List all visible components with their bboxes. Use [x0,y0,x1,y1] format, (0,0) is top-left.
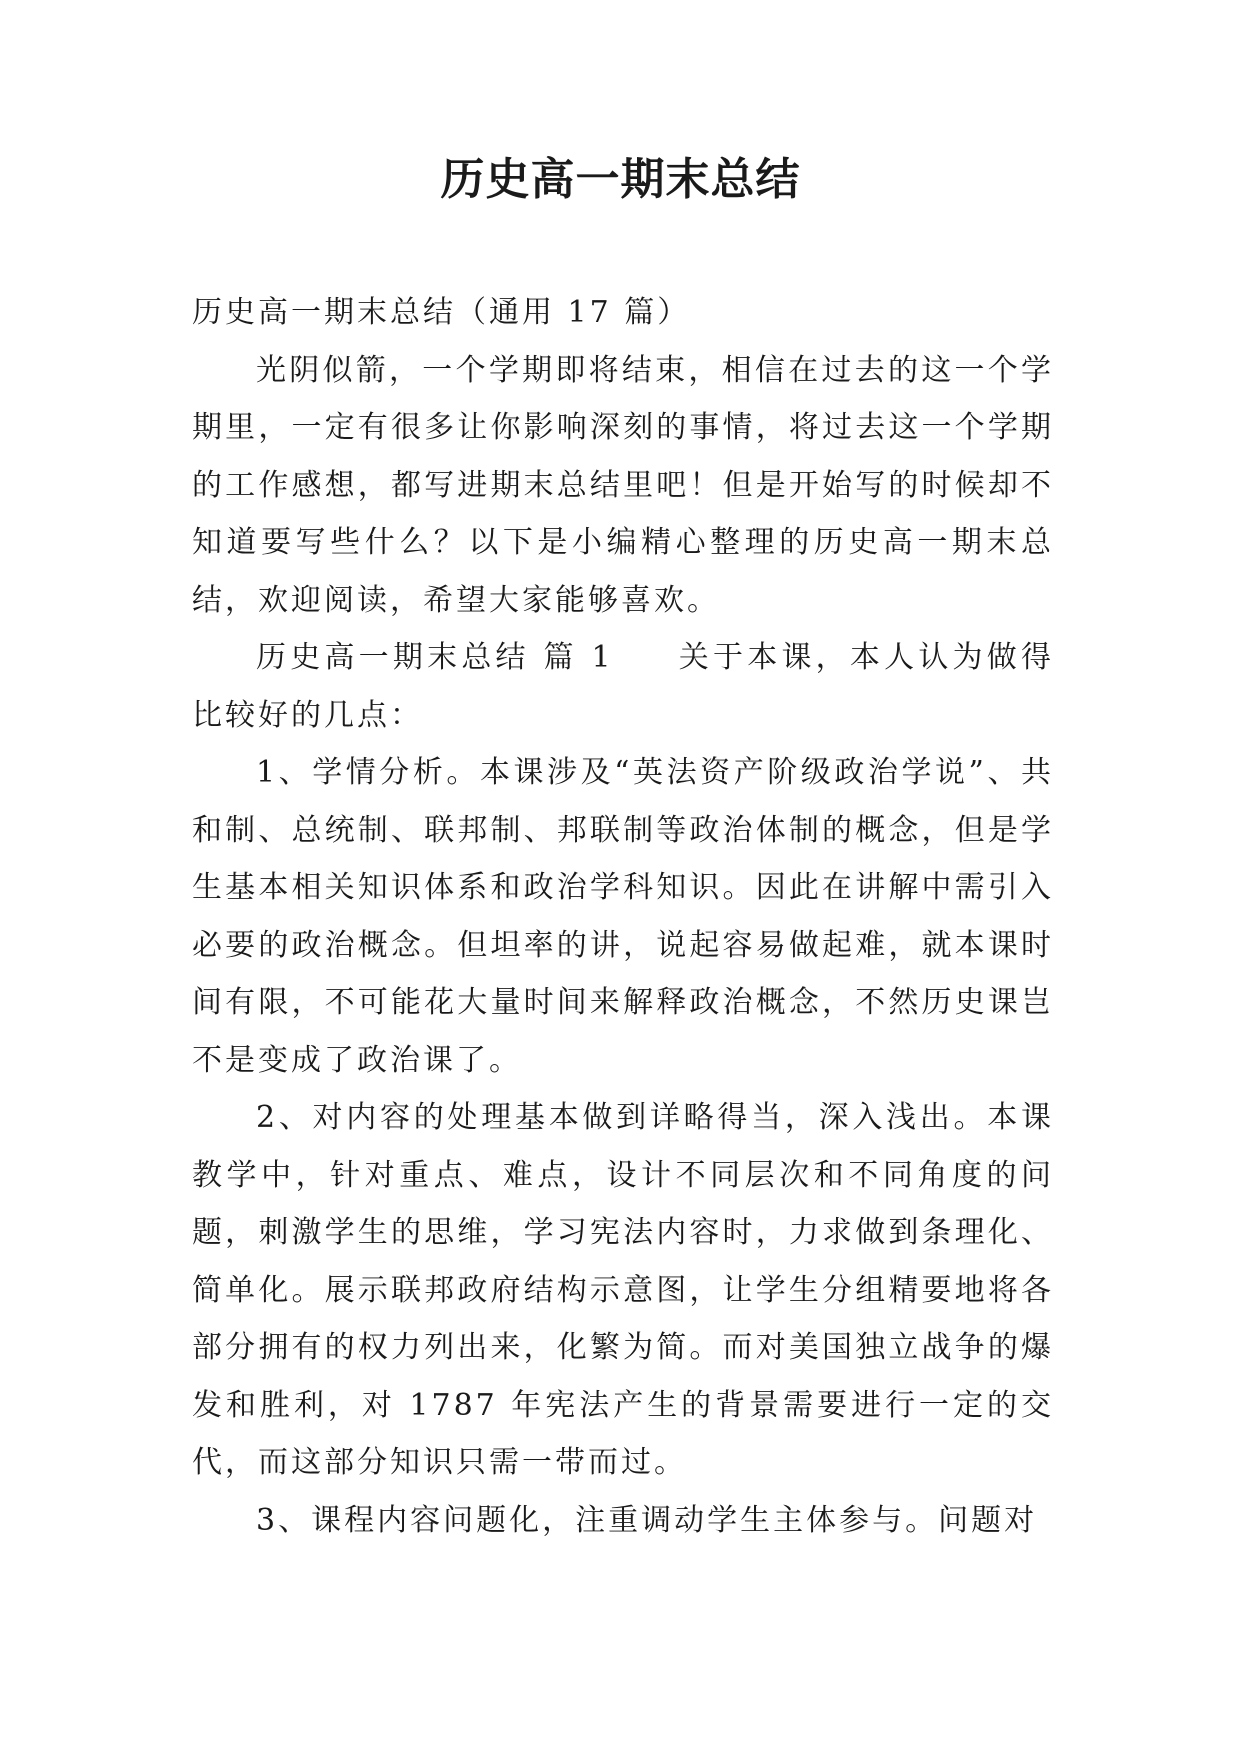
section-lead: 关于本课，本人认为做得比较好的几点： [192,640,1054,733]
section-heading-paragraph [192,629,1054,744]
point-1-paragraph: 1、学情分析。本课涉及“英法资产阶级政治学说”、共和制、总统制、联邦制、邦联制等政治体制的概念，但是学生基本相关知识体系和政治学科知识。因此在讲解中需引入必要的政治概念。但坦率的讲，说起容易做起难，就本课时间有限，不可能花大量时间来解释政治概念，不然历史课岂不是变成了政治课了。 [192,755,1054,1078]
document-body [192,284,1054,1549]
document-subtitle: 历史高一期末总结（通用 17 篇） [192,295,691,330]
page-title: 历史高一期末总结 [440,154,801,205]
point-3-paragraph: 3、课程内容问题化，注重调动学生主体参与。问题对 [256,1502,1038,1538]
intro-paragraph: 光阴似箭，一个学期即将结束，相信在过去的这一个学期里，一定有很多让你影响深刻的事情，将过去这一个学期的工作感想，都写进期末总结里吧！但是开始写的时候却不知道要写些什么？以下是小编精心整理的历史高一期末总结，欢迎阅读，希望大家能够喜欢。 [192,352,1054,618]
section-heading: 历史高一期末总结 篇 1 [256,640,614,675]
point-2-paragraph: 2、对内容的处理基本做到详略得当，深入浅出。本课教学中，针对重点、难点，设计不同层次和不同角度的问题，刺激学生的思维，学习宪法内容时，力求做到条理化、简单化。展示联邦政府结构示意图，让学生分组精要地将各部分拥有的权力列出来，化繁为简。而对美国独立战争的爆发和胜利，对 1787 年宪法产生的背景需要进行一定的交代，而这部分知识只需一带而过。 [192,1100,1054,1480]
